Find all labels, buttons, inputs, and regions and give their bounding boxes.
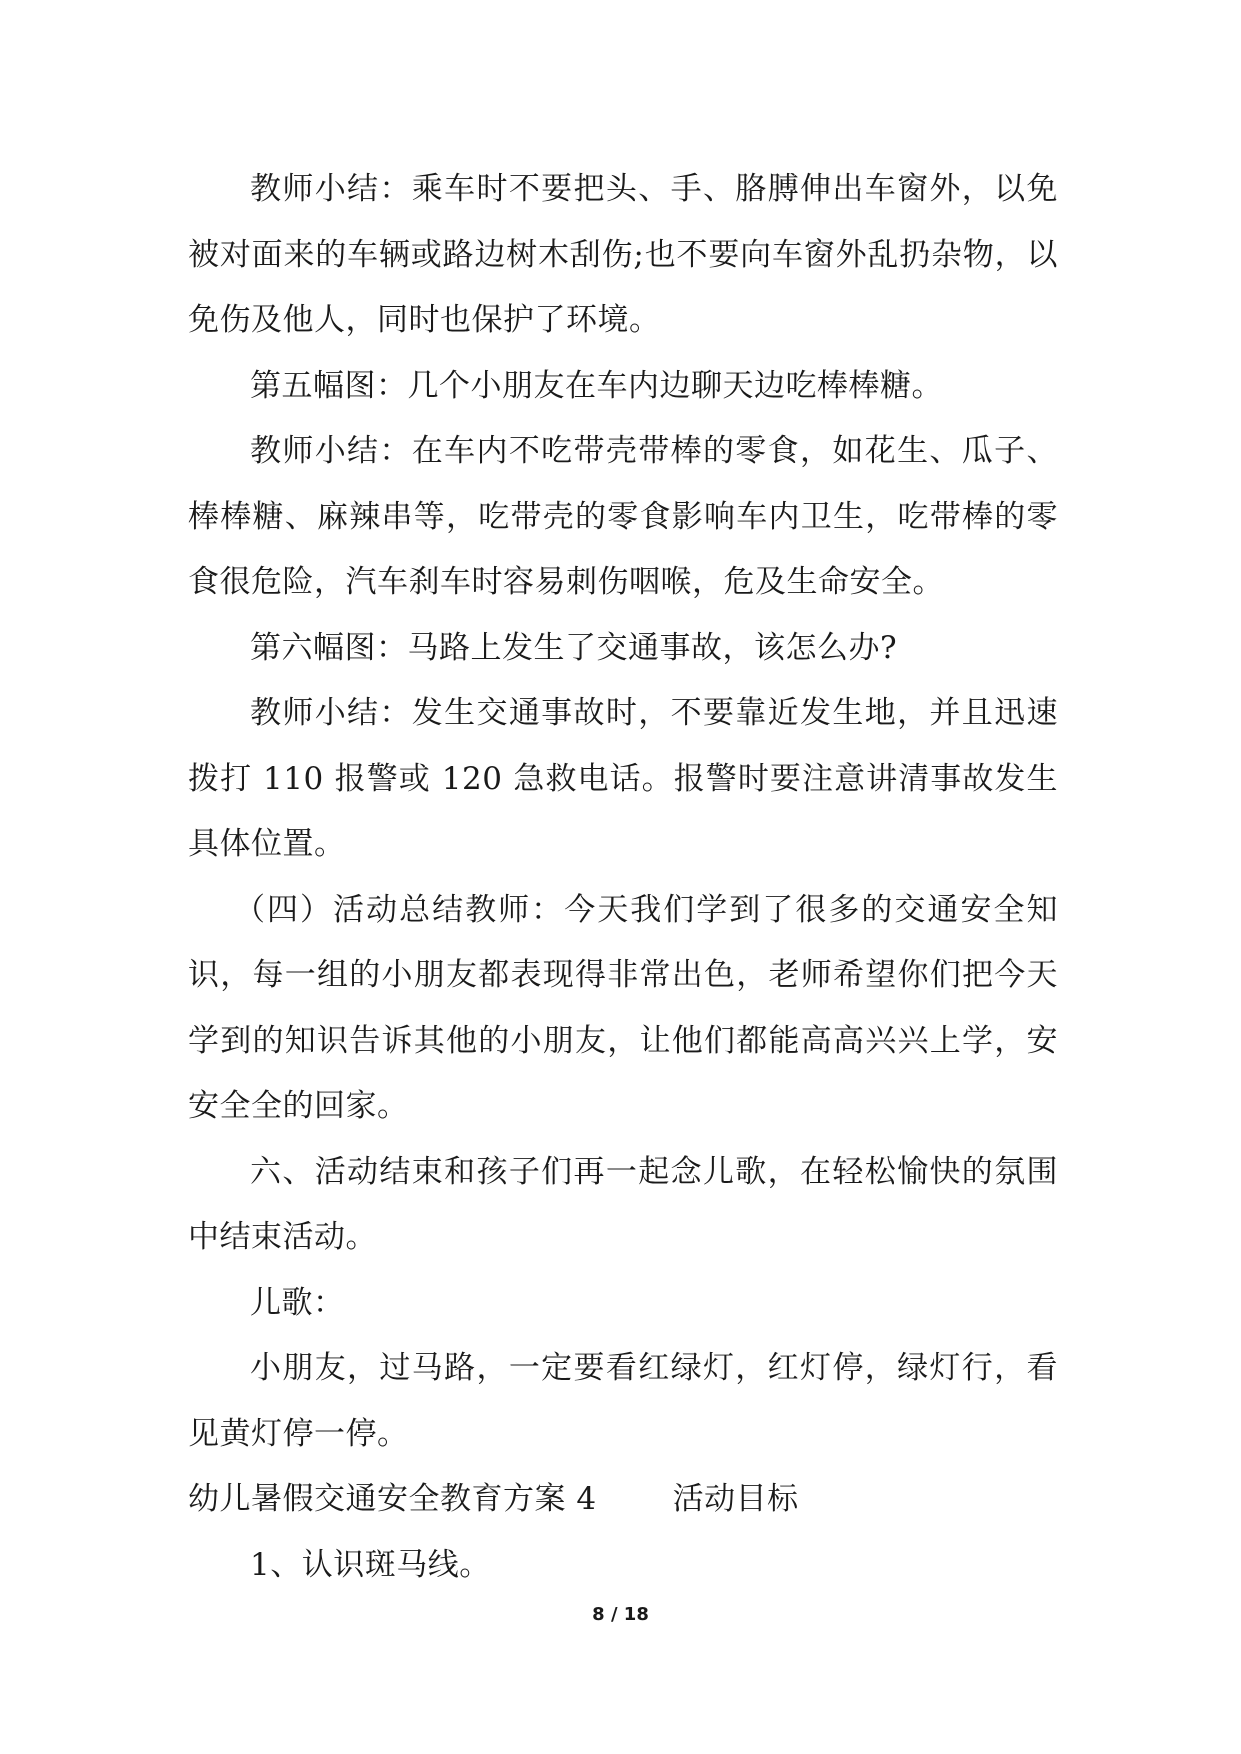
paragraph: 儿歌： bbox=[250, 1284, 345, 1321]
section-heading bbox=[188, 1467, 1058, 1533]
paragraph: （四）活动总结教师：今天我们学到了很多的交通安全知识，每一组的小朋友都表现得非常出色，老师希望你们把今天学到的知识告诉其他的小朋友，让他们都能高高兴兴上学，安安全全的回家。 bbox=[188, 891, 1058, 1124]
page-number: 8 / 18 bbox=[592, 1604, 649, 1625]
paragraph: 小朋友，过马路，一定要看红绿灯，红灯停，绿灯行，看见黄灯停一停。 bbox=[188, 1350, 1058, 1452]
document-body bbox=[188, 157, 1058, 1598]
section-heading-subtitle: 活动目标 bbox=[672, 1481, 799, 1517]
paragraph: 第六幅图：马路上发生了交通事故，该怎么办? bbox=[250, 629, 898, 666]
paragraph: 1、认识斑马线。 bbox=[250, 1546, 491, 1583]
section-heading-title: 幼儿暑假交通安全教育方案 4 bbox=[188, 1481, 597, 1517]
paragraph: 教师小结：乘车时不要把头、手、胳膊伸出车窗外，以免被对面来的车辆或路边树木刮伤;也不要向车窗外乱扔杂物，以免伤及他人，同时也保护了环境。 bbox=[188, 171, 1058, 338]
paragraph: 教师小结：在车内不吃带壳带棒的零食，如花生、瓜子、棒棒糖、麻辣串等，吃带壳的零食影响车内卫生，吃带棒的零食很危险，汽车刹车时容易刺伤咽喉，危及生命安全。 bbox=[188, 433, 1058, 600]
paragraph: 教师小结：发生交通事故时，不要靠近发生地，并且迅速拨打 110 报警或 120 急救电话。报警时要注意讲清事故发生具体位置。 bbox=[188, 695, 1058, 862]
paragraph: 第五幅图：几个小朋友在车内边聊天边吃棒棒糖。 bbox=[250, 367, 943, 404]
paragraph: 六、活动结束和孩子们再一起念儿歌，在轻松愉快的氛围中结束活动。 bbox=[188, 1153, 1058, 1255]
